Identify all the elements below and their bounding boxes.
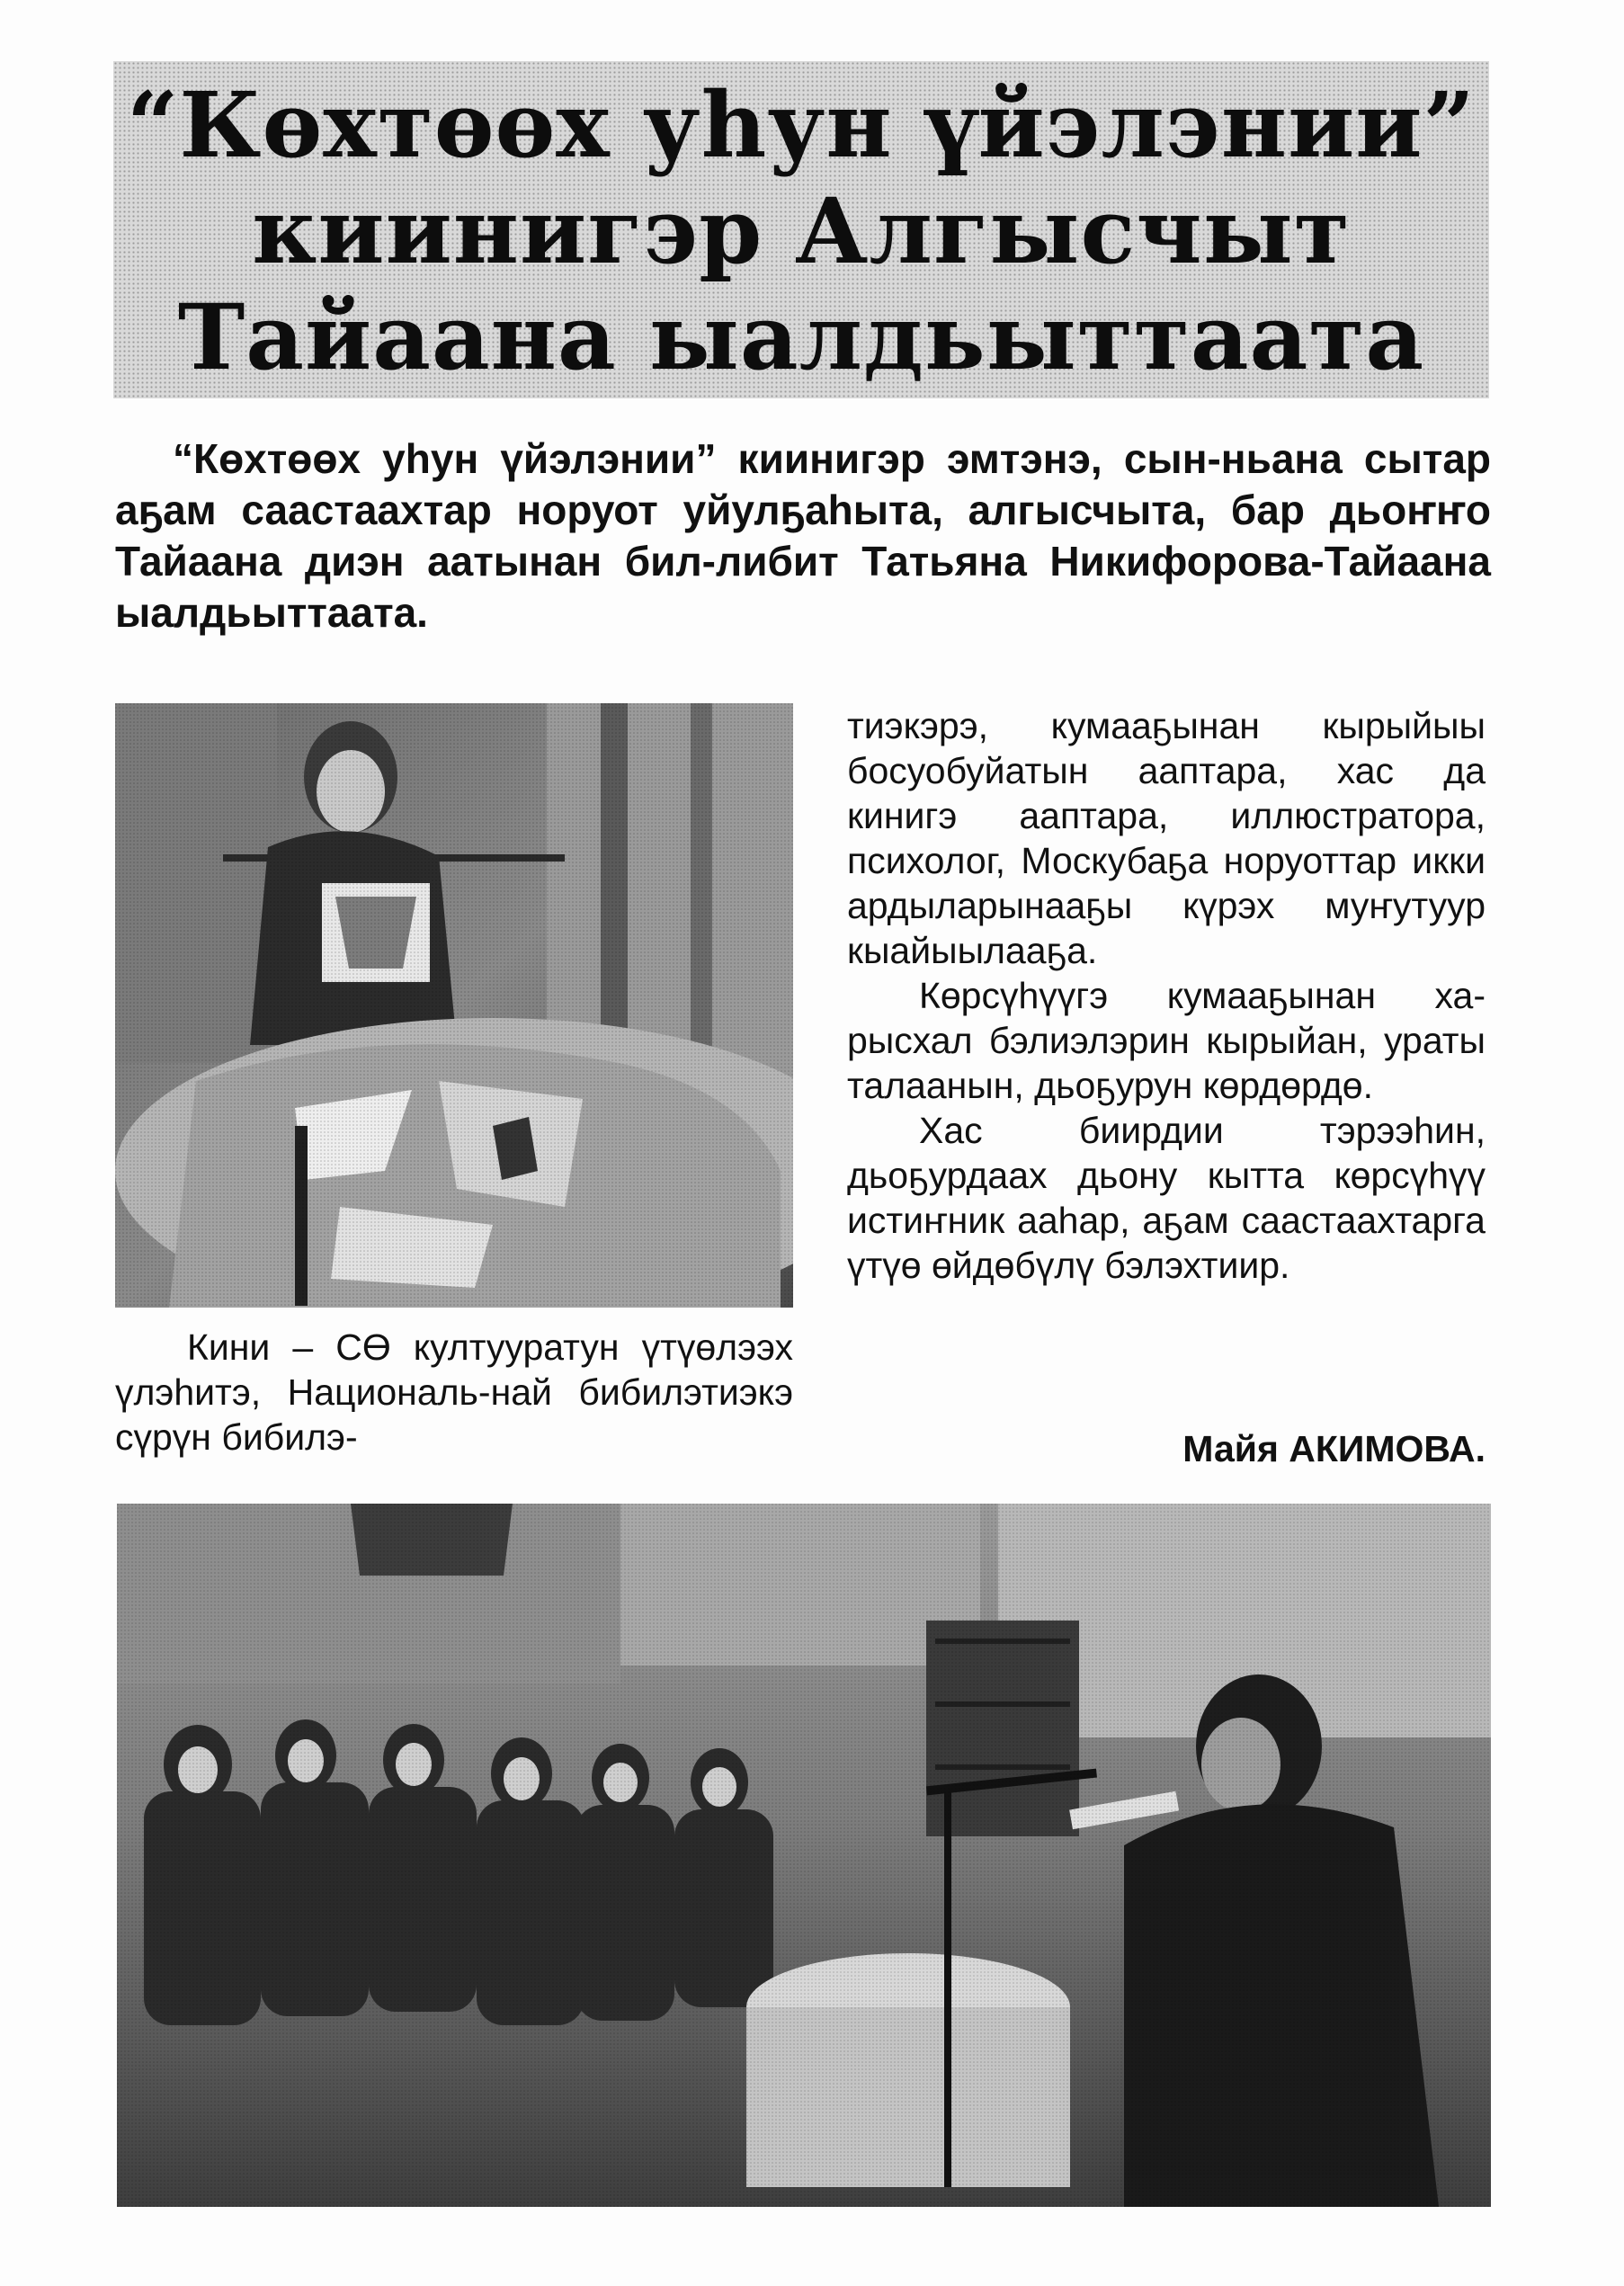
lead-paragraph: “Көхтөөх уһун үйэлэнии” киинигэр эмтэнэ, сын-ньана сытар аҕам саастаахтар норуот уйулҕаһыта, алгысчыта, бар дьоҥҥо Тайаана диэн аатынан бил-либит Татьяна Никифорова-Тайаана ыалдьыттаата. [115,435,1491,636]
body-paragraph-2: Көрсүһүүгэ кумааҕынан ха-рысхал бэлиэлэрин кырыйан, ураты талаанын, дьоҕурун көрдөрдө. [847,975,1486,1106]
headline-line-3: Тайаана ыалдьыттаата [177,284,1425,390]
photo-caption: Кини – СӨ култууратун үтүөлээх үлэһитэ, Националь-най бибилэтиэкэ сүрүн бибилэ- [115,1326,793,1458]
photo-audience-and-speaker [117,1504,1491,2207]
headline-box [113,61,1489,398]
photo-speaker-with-papercuts [115,703,793,1308]
article-body [847,703,1486,1288]
body-paragraph-1: тиэкэрэ, кумааҕынан кырыйыы босуобуйатын ааптара, хас да кинигэ ааптара, иллюстратора, психолог, Москубаҕа норуоттар икки ардыларынааҕы күрэх муҥутуур кыайыылааҕа. [847,705,1486,971]
headline-line-1: “Көхтөөх уһун үйэлэнии” [127,72,1476,178]
headline-line-2: киинигэр Алгысчыт [252,178,1351,284]
headline [113,61,1489,390]
author-byline: Майя АКИМОВА. [1182,1428,1486,1469]
body-paragraph-3: Хас биирдии тэрээһин, дьоҕурдаах дьону кытта көрсүһүү истиҥник ааһар, аҕам саастаахтарга үтүө өйдөбүлү бэлэхтиир. [847,1110,1486,1286]
photo-speaker-image [115,703,793,1308]
photo-audience-image [117,1504,1491,2207]
